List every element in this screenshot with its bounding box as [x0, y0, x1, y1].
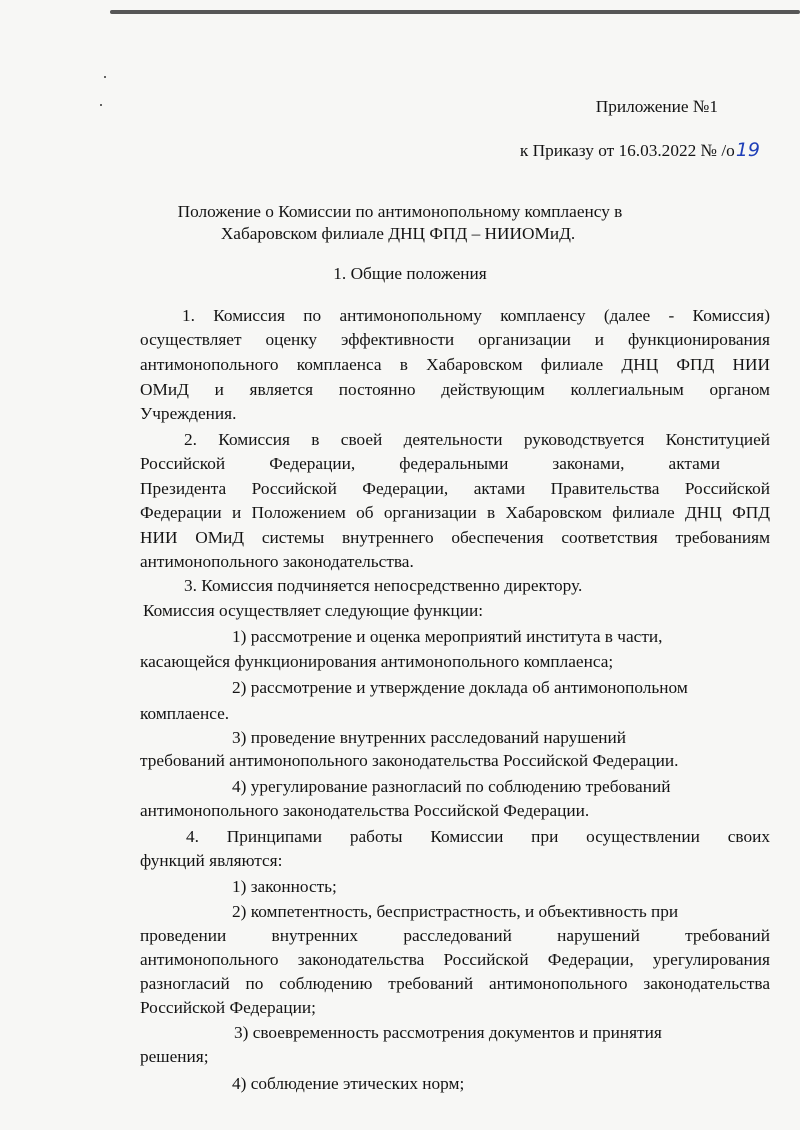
body-line: 2) рассмотрение и утверждение доклада об антимонопольном — [232, 678, 688, 697]
scan-speck — [104, 76, 106, 78]
body-line: комплаенсе. — [140, 704, 230, 723]
body-line: Президента Российской Федерации, актами Правительства Российской — [140, 479, 770, 498]
body-line: 2. Комиссия в своей деятельности руководствуется Конституцией — [184, 430, 770, 449]
body-line: Российской Федерации, федеральными законами, актами — [140, 454, 720, 473]
body-line: решения; — [140, 1047, 209, 1066]
handwritten-order-number: 19 — [735, 139, 760, 161]
order-reference-text: к Приказу от 16.03.2022 № /о — [519, 141, 735, 160]
document-title-line-2: Хабаровском филиале ДНЦ ФПД – НИИОМиД. — [220, 224, 576, 243]
body-line: антимонопольного законодательства Российской Федерации, урегулирования — [140, 950, 770, 969]
body-line: функций являются: — [140, 851, 283, 870]
document-title-line-1: Положение о Комиссии по антимонопольному комплаенсу в — [177, 202, 623, 221]
body-line: 1) законность; — [232, 877, 337, 896]
body-line: 4) урегулирование разногласий по соблюдению требований — [232, 777, 671, 796]
body-line: Российской Федерации; — [140, 998, 316, 1017]
body-line: антимонопольного законодательства. — [140, 552, 414, 571]
appendix-title: Приложение №1 — [595, 97, 718, 116]
body-line: 4. Принципами работы Комиссии при осуществлении своих — [186, 827, 770, 846]
body-line: проведении внутренних расследований нарушений требований — [140, 926, 770, 945]
body-line: требований антимонопольного законодательства Российской Федерации. — [140, 751, 679, 770]
body-line: 4) соблюдение этических норм; — [232, 1074, 465, 1093]
scan-speck — [100, 104, 102, 106]
body-line: осуществляет оценку эффективности организации и функционирования — [140, 330, 770, 349]
body-line: разногласий по соблюдению требований антимонопольного законодательства — [140, 974, 770, 993]
body-line: 1. Комиссия по антимонопольному комплаенсу (далее - Комиссия) — [182, 306, 770, 325]
section-heading: 1. Общие положения — [333, 264, 487, 283]
body-line: 1) рассмотрение и оценка мероприятий института в части, — [232, 627, 663, 646]
order-reference — [120, 138, 760, 163]
body-line: 2) компетентность, беспристрастность, и объективность при — [232, 902, 679, 921]
body-line: НИИ ОМиД системы внутреннего обеспечения соответствия требованиям — [140, 528, 770, 547]
body-line: антимонопольного законодательства Российской Федерации. — [140, 801, 590, 820]
body-line: 3) своевременность рассмотрения документов и принятия — [234, 1023, 662, 1042]
body-line: Федерации и Положением об организации в Хабаровском филиале ДНЦ ФПД — [140, 503, 770, 522]
body-line: касающейся функционирования антимонопольного комплаенса; — [140, 652, 614, 671]
scan-page-edge — [110, 10, 800, 14]
body-line: Учреждения. — [140, 404, 237, 423]
body-line: 3) проведение внутренних расследований нарушений — [232, 728, 627, 747]
body-line: 3. Комиссия подчиняется непосредственно директору. — [184, 576, 583, 595]
body-line: антимонопольного комплаенса в Хабаровском филиале ДНЦ ФПД НИИ — [140, 355, 770, 374]
body-line: Комиссия осуществляет следующие функции: — [143, 601, 484, 620]
body-line: ОМиД и является постоянно действующим коллегиальным органом — [140, 380, 770, 399]
